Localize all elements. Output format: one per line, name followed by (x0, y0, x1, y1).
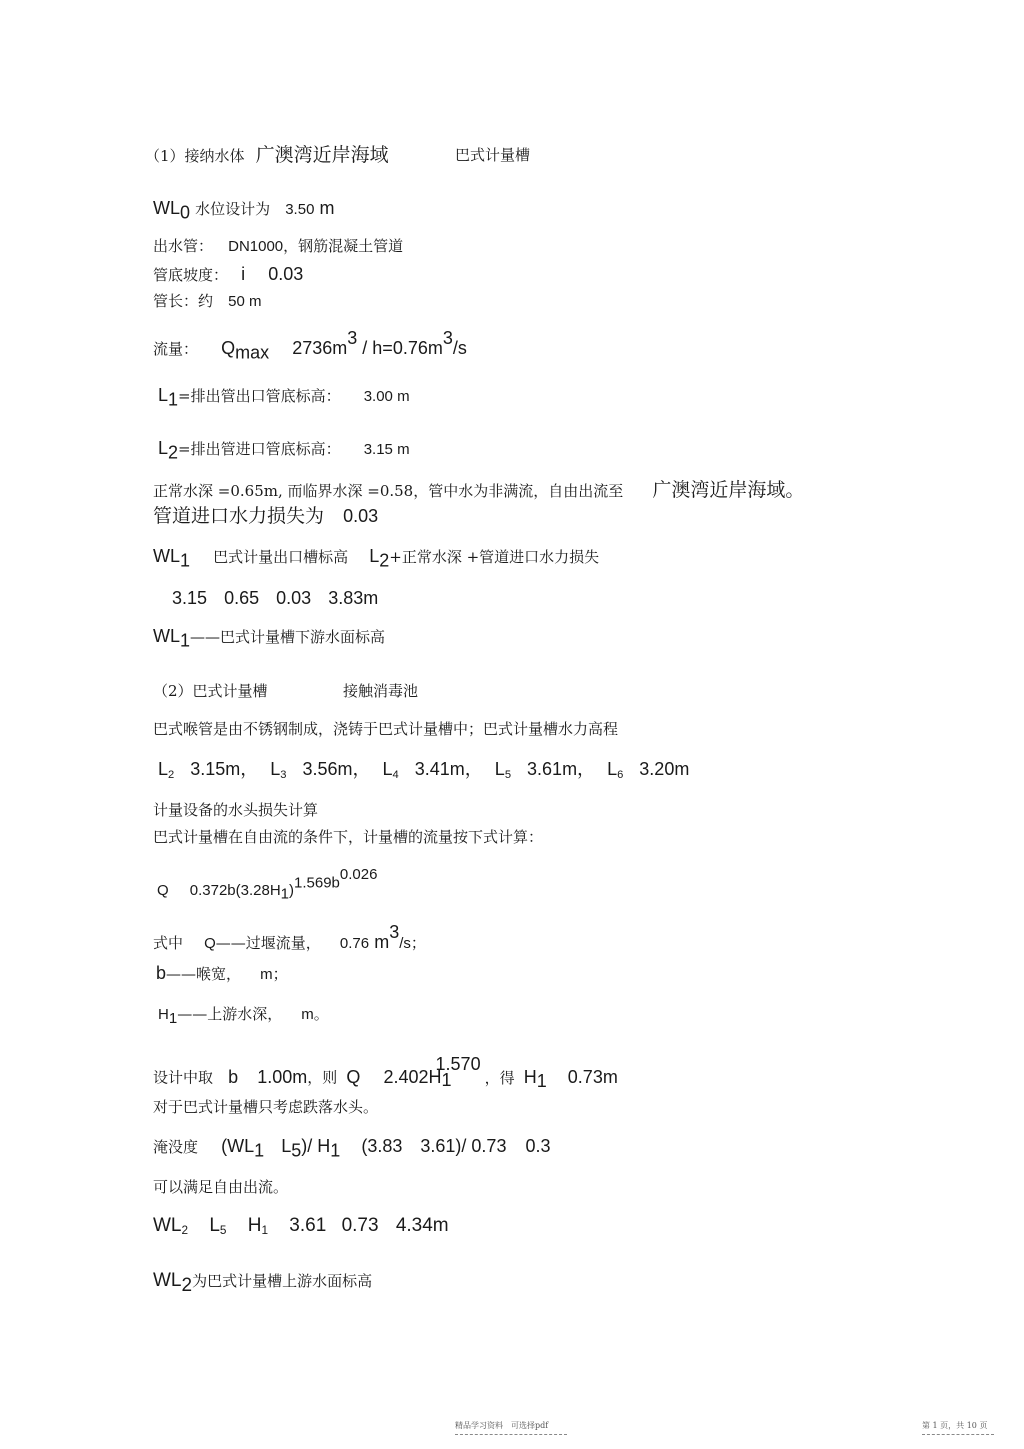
footer-left: 精品学习资料 可选择pdf (455, 1421, 549, 1430)
elevation-value: 3.41m， (414, 759, 483, 779)
throat-description: 巴式喉管是由不锈钢制成，浇铸于巴式计量槽中；巴式计量槽水力高程 (153, 720, 619, 738)
where-q-line: 式中 Q——过堰流量， 0.76 $m^3/s$； (153, 922, 426, 952)
wl1-definition: $WL_1——$巴式计量槽下游水面标高 (153, 626, 386, 651)
wl2-equation: $WL_2$ $L_5$ $H_1$ 3.61 0.73 4.34m (153, 1215, 449, 1237)
design-line: 设计中取 b 1.00m，则 Q $2.402H_1^{1.570}$，得 $H_1$ 0.73m (153, 1054, 618, 1092)
footer-left-divider (455, 1434, 567, 1435)
elevation-item (158, 759, 258, 779)
water-body: 广澳湾近岸海域 (255, 144, 389, 166)
wl1-equation: $WL_1$ 巴式计量出口槽标高 $L_2+$正常水深 +管道进口水力损失 (153, 546, 600, 571)
wl0-line: $WL_0$ 水位设计为 3.50 m (153, 198, 335, 223)
section2-target: 接触消毒池 (343, 682, 419, 700)
elevation-item (383, 759, 483, 779)
elevation-value: 3.56m， (302, 759, 371, 779)
free-flow-note: 可以满足自由出流。 (153, 1178, 289, 1196)
elevation-value: 3.15m， (190, 759, 259, 779)
inlet-loss-line: 管道进口水力损失为 0.03 (153, 505, 379, 527)
elevation-subscript: 2 (168, 768, 175, 781)
elevation-symbol: L (158, 759, 169, 779)
length-line: 管长：约 50 m (153, 292, 262, 310)
normal-depth-line: 正常水深 =0.65m, 而临界水深 =0.58，管中水为非满流，自由出流至 广澳湾近岸海域。 (153, 479, 805, 501)
where-b-line: b——喉宽， m； (156, 963, 288, 983)
elevation-subscript: 5 (504, 768, 512, 781)
l2-line: $L_2=$排出管进口管底标高： 3.15 m (158, 438, 410, 463)
elevation-item (607, 759, 689, 779)
slope-line: 管底坡度： i 0.03 (153, 264, 304, 284)
elevations-line (158, 759, 689, 782)
elevation-value: 3.20m (639, 759, 690, 779)
head-loss-title: 计量设备的水头损失计算 (153, 801, 319, 819)
wl1-calc: 3.15 0.65 0.03 3.83m (172, 588, 379, 608)
where-h1-line: $H_1——$上游水深， m。 (158, 1005, 329, 1027)
formula-intro: 巴式计量槽在自由流的条件下，计量槽的流量按下式计算： (153, 828, 544, 846)
flow-line: 流量： $Q_{max}$ $2736m^3 / h=0.76m^3/s$ (153, 328, 467, 363)
footer-page-number: 第 1 页，共 10 页 (922, 1421, 988, 1430)
submergence-line: 淹没度 ($WL_1$ $L_5)/$ $H_1$ (3.83 3.61)/ 0.73 0.3 (153, 1136, 551, 1161)
elevation-subscript: 4 (392, 768, 399, 781)
elevation-symbol: L (607, 759, 618, 779)
elevation-symbol: L (270, 759, 281, 779)
drop-note: 对于巴式计量槽只考虑跌落水头。 (153, 1098, 379, 1116)
flow-formula: Q $0.372b(3.28H_1)^{1.569b0.026}$ (157, 866, 378, 903)
elevation-subscript: 6 (617, 768, 624, 781)
section1-heading (145, 144, 389, 167)
outlet-pipe-line: 出水管： DN1000，钢筋混凝土管道 (153, 237, 404, 255)
elevation-value: 3.61m， (527, 759, 596, 779)
section2-label: （2）巴式计量槽 (153, 682, 268, 700)
elevation-subscript: 3 (280, 768, 287, 781)
wl2-definition: $WL_2$为巴式计量槽上游水面标高 (153, 1270, 373, 1296)
elevation-symbol: L (382, 759, 393, 779)
meter-name: 巴式计量槽 (455, 146, 531, 164)
footer-right-divider (922, 1434, 994, 1435)
elevation-item (495, 759, 595, 779)
l1-line: $L_1=$排出管出口管底标高： 3.00 m (158, 385, 410, 410)
elevation-item (270, 759, 370, 779)
section1-label: （1）接纳水体 (145, 147, 245, 165)
elevation-symbol: L (494, 759, 505, 779)
